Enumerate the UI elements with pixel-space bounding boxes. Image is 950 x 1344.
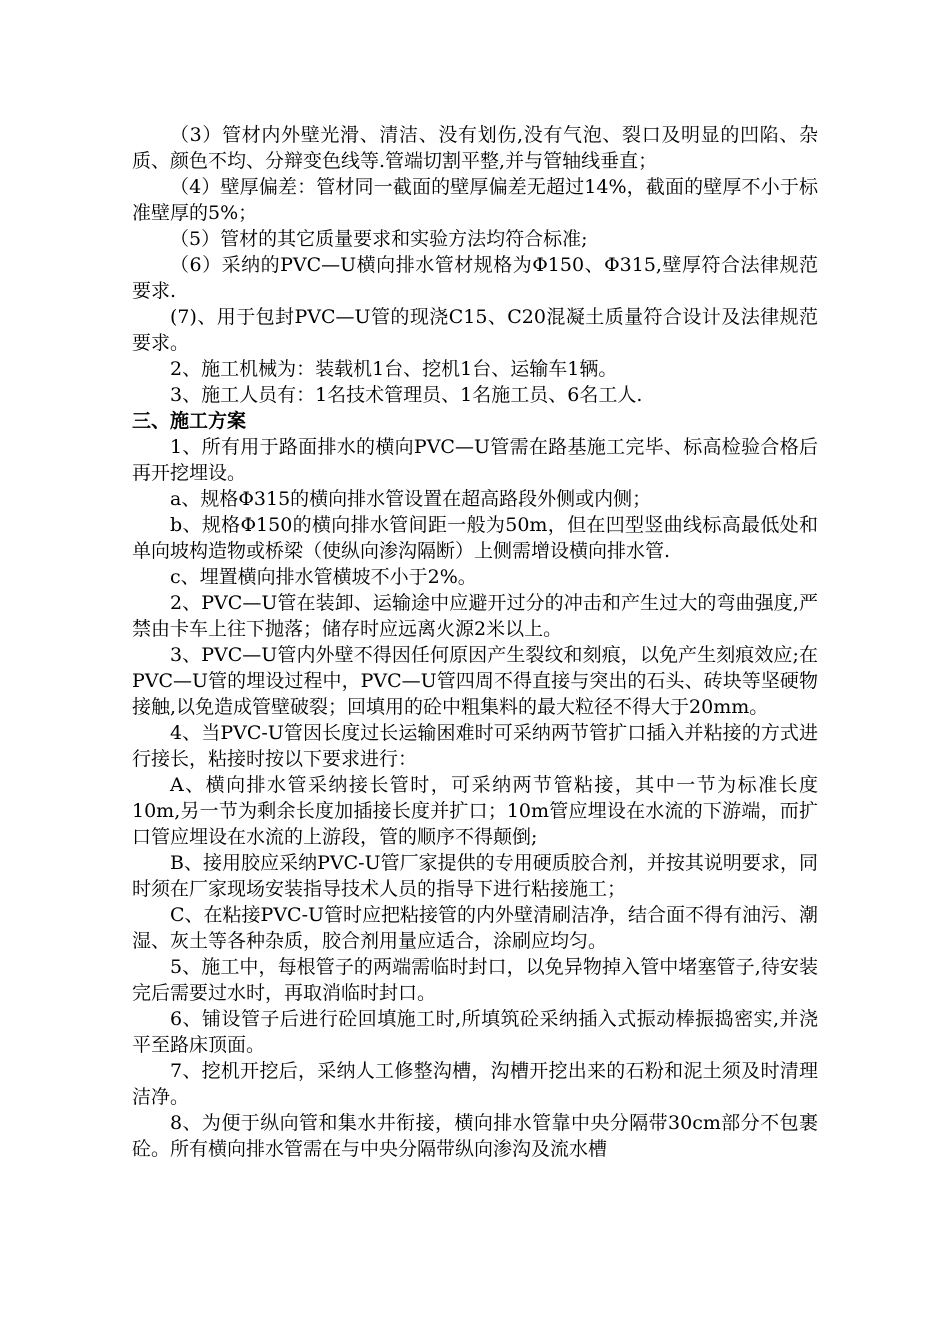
paragraph-step-4c: C、在粘接PVC-U管时应把粘接管的内外壁清刷洁净，结合面不得有油污、潮湿、灰土等各种杂质，胶合剂用量应适合，涂刷应均匀。 [132,904,819,952]
paragraph-concrete: (7)、用于包封PVC—U管的现浇C15、C20混凝土质量符合设计及法律规范要求。 [132,306,818,354]
document-body [132,122,818,1162]
paragraph-pipe-surface: （3）管材内外壁光滑、清洁、没有划伤,没有气泡、裂口及明显的凹陷、杂质、颜色不均、分辩变色线等.管端切割平整,并与管轴线垂直； [132,124,818,172]
paragraph-wall-thickness: （4）壁厚偏差：管材同一截面的壁厚偏差无超过14%，截面的壁厚不小于标准壁厚的5%； [132,176,818,224]
paragraph-step-4a: A、横向排水管采纳接长管时，可采纳两节管粘接，其中一节为标准长度10m,另一节为剩余长度加插接长度并扩口；10m管应埋设在水流的下游端，而扩口管应埋设在水流的上游段，管的顺序不得颠倒; [132,774,818,848]
paragraph-pipe-spec: （6）采纳的PVC—U横向排水管材规格为Φ150、Φ315,壁厚符合法律规范要求. [132,254,818,302]
paragraph-step-7: 7、挖机开挖后，采纳人工修整沟槽，沟槽开挖出来的石粉和泥土须及时清理洁净。 [132,1060,818,1108]
paragraph-step-2: 2、PVC—U管在装卸、运输途中应避开过分的冲击和产生过大的弯曲强度,严禁由卡车上往下抛落；储存时应远离火源2米以上。 [132,592,818,640]
paragraph-step-4b: B、接用胶应采纳PVC-U管厂家提供的专用硬质胶合剂，并按其说明要求，同时须在厂家现场安装指导技术人员的指导下进行粘接施工； [132,852,818,900]
paragraph-step-5: 5、施工中，每根管子的两端需临时封口，以免异物掉入管中堵塞管子,待安装完后需要过水时，再取消临时封口。 [132,956,818,1004]
paragraph-step-1b: b、规格Φ150的横向排水管间距一般为50m，但在凹型竖曲线标高最低处和单向坡构造物或桥梁（使纵向渗沟隔断）上侧需增设横向排水管. [132,514,818,562]
paragraph-step-4: 4、当PVC-U管因长度过长运输困难时可采纳两节管扩口插入并粘接的方式进行接长，粘接时按以下要求进行： [132,722,818,770]
paragraph-step-1c: c、埋置横向排水管横坡不小于2%。 [170,566,477,588]
paragraph-step-8: 8、为便于纵向管和集水井衔接，横向排水管靠中央分隔带30cm部分不包裹砼。所有横向排水管需在与中央分隔带纵向渗沟及流水槽 [132,1112,818,1160]
paragraph-step-1a: a、规格Φ315的横向排水管设置在超高路段外侧或内侧； [170,488,652,510]
paragraph-step-1: 1、所有用于路面排水的横向PVC—U管需在路基施工完毕、标高检验合格后再开挖埋设。 [132,436,818,484]
paragraph-machinery: 2、施工机械为：装载机1台、挖机1台、运输车1辆。 [170,358,618,380]
section-heading: 三、施工方案 [132,410,247,432]
paragraph-step-6: 6、铺设管子后进行砼回填施工时,所填筑砼采纳插入式振动棒振捣密实,并浇平至路床顶面。 [132,1008,818,1056]
paragraph-other-quality: （5）管材的其它质量要求和实验方法均符合标准; [170,228,588,250]
paragraph-step-3: 3、PVC—U管内外壁不得因任何原因产生裂纹和刻痕，以免产生刻痕效应;在PVC—U管的埋设过程中，PVC—U管四周不得直接与突出的石头、砖块等坚硬物接触,以免造成管壁破裂；回填用的砼中粗集料的最大粒径不得大于20mm。 [132,644,818,718]
paragraph-personnel: 3、施工人员有：1名技术管理员、1名施工员、6名工人. [170,384,643,406]
